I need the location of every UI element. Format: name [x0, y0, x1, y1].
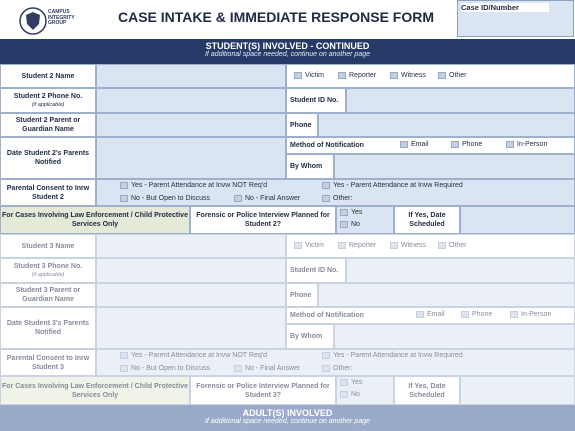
student3-method-email[interactable]: Email: [416, 311, 445, 318]
student2-parent-input[interactable]: [96, 113, 286, 137]
student3-id-label: Student ID No.: [286, 258, 346, 283]
student3-consent-yes-required[interactable]: Yes - Parent Attendance at Invw Required: [322, 352, 463, 359]
student2-consent-no-final[interactable]: No - Final Answer: [234, 195, 300, 202]
student3-role-reporter[interactable]: Reporter: [338, 242, 376, 249]
student2-name-label: Student 2 Name: [0, 64, 96, 88]
student3-role-witness[interactable]: Witness: [390, 242, 426, 249]
checkbox-icon: [120, 365, 128, 372]
student3-scheduled-input[interactable]: [460, 376, 575, 405]
student3-method-row: Method of Notification: [286, 307, 575, 324]
student3-forensic-label: Forensic or Police Interview Planned for Student 3?: [190, 376, 336, 405]
checkbox-icon: [340, 209, 348, 216]
checkbox-icon: [438, 242, 446, 249]
student2-name-input[interactable]: [96, 64, 286, 88]
checkbox-icon: [294, 72, 302, 79]
case-id-label: Case ID/Number: [461, 3, 549, 12]
student2-law-label: For Cases Involving Law Enforcement / Child Protective Services Only: [0, 206, 190, 234]
student2-phone-input[interactable]: [96, 88, 286, 113]
checkbox-icon: [340, 221, 348, 228]
checkbox-icon: [322, 182, 330, 189]
adults-section-subtitle: If additional space needed, continue on another page: [204, 418, 371, 425]
student3-name-input[interactable]: [96, 234, 286, 258]
student3-consent-no-final[interactable]: No - Final Answer: [234, 365, 300, 372]
student2-consent-no-open[interactable]: No - But Open to Discuss: [120, 195, 210, 202]
checkbox-icon: [120, 182, 128, 189]
student3-scheduled-label: If Yes, Date Scheduled: [394, 376, 460, 405]
section-title: STUDENT(S) INVOLVED - CONTINUED: [205, 41, 370, 51]
student3-role-other[interactable]: Other: [438, 242, 467, 249]
student2-by-whom-label: By Whom: [286, 154, 334, 179]
student2-by-whom-input[interactable]: [334, 154, 575, 179]
checkbox-icon: [338, 242, 346, 249]
form-header: [0, 0, 575, 39]
checkbox-icon: [390, 72, 398, 79]
student2-consent-other[interactable]: Other:: [322, 195, 352, 202]
student2-method-row: Method of Notification: [286, 137, 575, 154]
student3-forensic-yes[interactable]: Yes: [340, 379, 362, 386]
student2-method-in-person[interactable]: In-Person: [506, 141, 547, 148]
student3-forensic-no[interactable]: No: [340, 391, 360, 398]
student2-scheduled-label: If Yes, Date Scheduled: [394, 206, 460, 234]
student3-phone-label: Student 3 Phone No. (if applicable): [0, 258, 96, 283]
section-band: [0, 39, 575, 64]
student3-consent-yes-not-reqd[interactable]: Yes - Parent Attendance at Invw NOT Req'd: [120, 352, 267, 359]
student3-name-label: Student 3 Name: [0, 234, 96, 258]
student2-consent-label: Parental Consent to Inrw Student 2: [0, 179, 96, 206]
checkbox-icon: [340, 391, 348, 398]
student2-role-reporter[interactable]: Reporter: [338, 72, 376, 79]
case-id-field[interactable]: [457, 0, 574, 37]
student2-phone-label: Student 2 Phone No. (if applicable): [0, 88, 96, 113]
checkbox-icon: [322, 365, 330, 372]
student3-parent-input[interactable]: [96, 283, 286, 307]
student3-notified-input[interactable]: [96, 307, 286, 349]
checkbox-icon: [390, 242, 398, 249]
shield-logo-icon: [18, 6, 48, 36]
student3-role-victim[interactable]: Victim: [294, 242, 324, 249]
student2-roles: [286, 64, 575, 88]
student3-by-whom-input[interactable]: [334, 324, 575, 349]
student2-notified-input[interactable]: [96, 137, 286, 179]
student3-parent-phone-label: Phone: [286, 283, 318, 307]
student2-id-input[interactable]: [346, 88, 575, 113]
student2-method-phone[interactable]: Phone: [451, 141, 482, 148]
adults-section-band: [0, 405, 575, 431]
checkbox-icon: [294, 242, 302, 249]
checkbox-icon: [510, 311, 518, 318]
student2-role-victim[interactable]: Victim: [294, 72, 324, 79]
checkbox-icon: [120, 352, 128, 359]
checkbox-icon: [322, 195, 330, 202]
checkbox-icon: [506, 141, 514, 148]
student3-consent-other[interactable]: Other:: [322, 365, 352, 372]
section-subtitle: If additional space needed, continue on another page: [204, 51, 371, 58]
student3-parent-label: Student 3 Parent or Guardian Name: [0, 283, 96, 307]
logo-text: CAMPUS INTEGRITY GROUP: [48, 9, 75, 26]
checkbox-icon: [438, 72, 446, 79]
checkbox-icon: [416, 311, 424, 318]
student3-consent-no-open[interactable]: No - But Open to Discuss: [120, 365, 210, 372]
student2-forensic-no[interactable]: No: [340, 221, 360, 228]
student3-method-in-person[interactable]: In-Person: [510, 311, 551, 318]
student2-role-witness[interactable]: Witness: [390, 72, 426, 79]
student2-consent-yes-not-reqd[interactable]: Yes - Parent Attendance at Invw NOT Req'd: [120, 182, 267, 189]
student3-consent-label: Parental Consent to Inrw Student 3: [0, 349, 96, 376]
checkbox-icon: [338, 72, 346, 79]
student3-phone-input[interactable]: [96, 258, 286, 283]
checkbox-icon: [234, 195, 242, 202]
checkbox-icon: [451, 141, 459, 148]
student3-roles: [286, 234, 575, 258]
page-title: CASE INTAKE & IMMEDIATE RESPONSE FORM: [117, 9, 435, 25]
adults-section-title: ADULT(S) INVOLVED: [242, 408, 333, 418]
student3-notified-label: Date Student 3's Parents Notified: [0, 307, 96, 349]
student2-id-label: Student ID No.: [286, 88, 346, 113]
student3-parent-phone-input[interactable]: [318, 283, 575, 307]
student3-law-label: For Cases Involving Law Enforcement / Child Protective Services Only: [0, 376, 190, 405]
checkbox-icon: [322, 352, 330, 359]
student2-role-other[interactable]: Other: [438, 72, 467, 79]
student2-consent-yes-required[interactable]: Yes - Parent Attendance at Invw Required: [322, 182, 463, 189]
student2-parent-phone-input[interactable]: [318, 113, 575, 137]
student3-id-input[interactable]: [346, 258, 575, 283]
checkbox-icon: [120, 195, 128, 202]
student2-parent-label: Student 2 Parent or Guardian Name: [0, 113, 96, 137]
checkbox-icon: [234, 365, 242, 372]
student2-scheduled-input[interactable]: [460, 206, 575, 234]
checkbox-icon: [400, 141, 408, 148]
checkbox-icon: [340, 379, 348, 386]
student3-by-whom-label: By Whom: [286, 324, 334, 349]
student2-forensic-label: Forensic or Police Interview Planned for Student 2?: [190, 206, 336, 234]
checkbox-icon: [461, 311, 469, 318]
student3-method-phone[interactable]: Phone: [461, 311, 492, 318]
student2-parent-phone-label: Phone: [286, 113, 318, 137]
student2-method-email[interactable]: Email: [400, 141, 429, 148]
student2-forensic-yes[interactable]: Yes: [340, 209, 362, 216]
student2-notified-label: Date Student 2's Parents Notified: [0, 137, 96, 179]
